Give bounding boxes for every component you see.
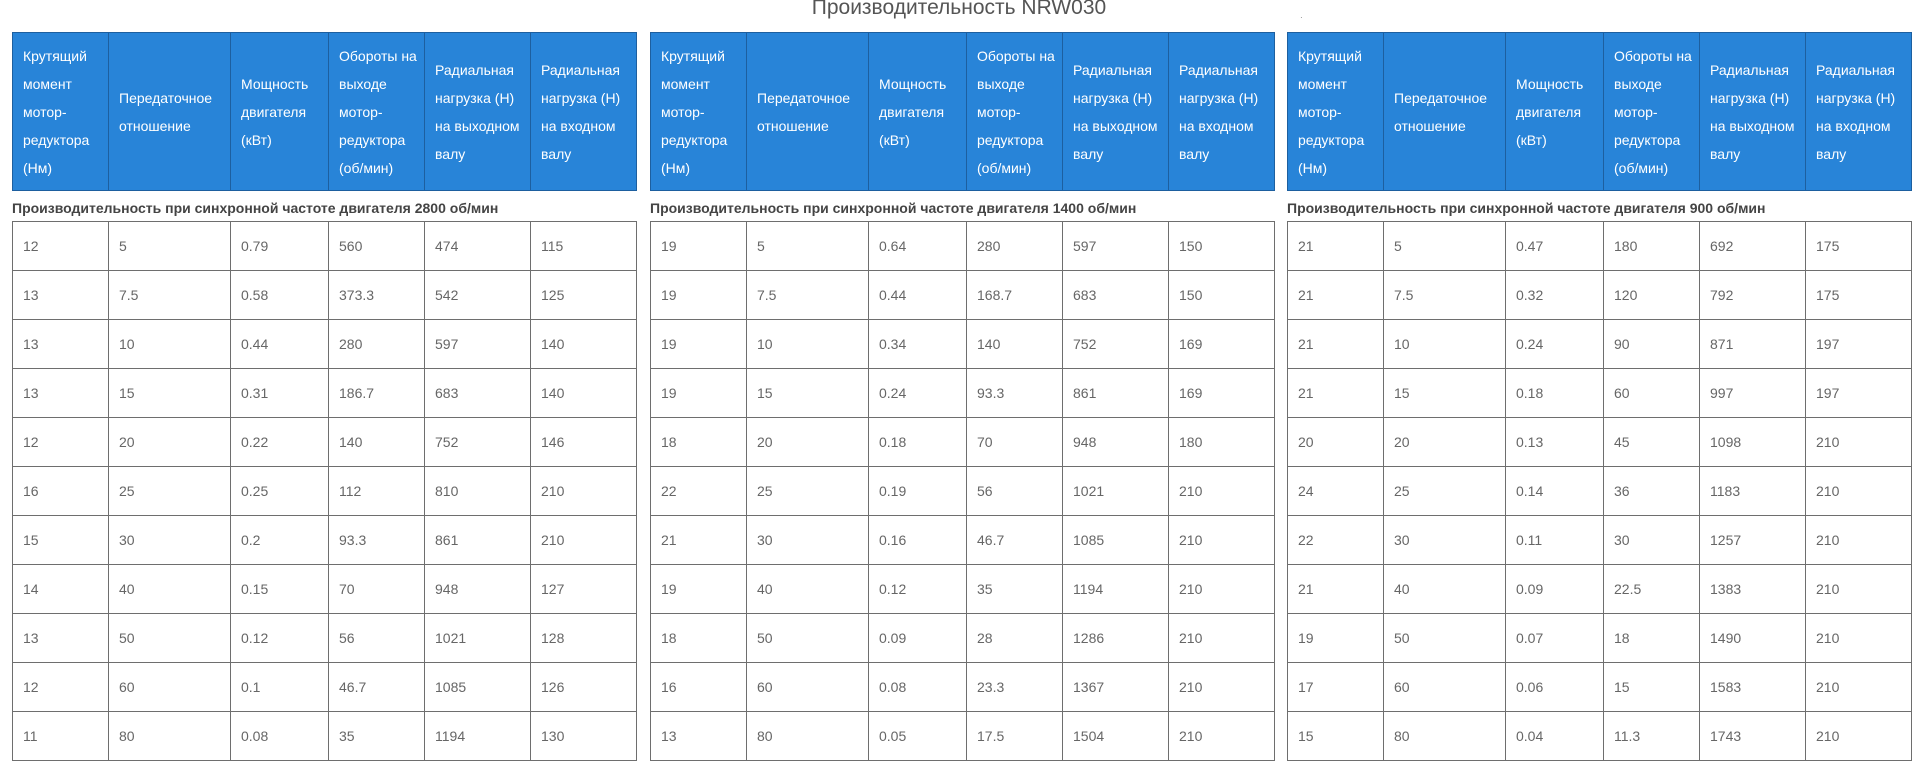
table-cell-torque: 11	[13, 712, 109, 761]
table-cell-radial-load-input: 127	[531, 565, 637, 614]
table-cell-output-speed: 93.3	[967, 369, 1063, 418]
table-row	[13, 467, 637, 516]
table-cell-radial-load-output: 1098	[1700, 418, 1806, 467]
table-cell-radial-load-input: 140	[531, 369, 637, 418]
table-cell-power: 0.25	[231, 467, 329, 516]
table-cell-radial-load-output: 683	[425, 369, 531, 418]
table-cell-radial-load-output: 597	[425, 320, 531, 369]
table-cell-ratio: 15	[747, 369, 869, 418]
table-cell-power: 0.79	[231, 222, 329, 271]
table-row	[651, 271, 1275, 320]
table-cell-output-speed: 120	[1604, 271, 1700, 320]
table-cell-output-speed: 30	[1604, 516, 1700, 565]
table-cell-ratio: 40	[109, 565, 231, 614]
table-row	[1288, 320, 1912, 369]
table-cell-ratio: 7.5	[109, 271, 231, 320]
table-cell-radial-load-output: 474	[425, 222, 531, 271]
table-cell-power: 0.04	[1506, 712, 1604, 761]
table-cell-torque: 12	[13, 418, 109, 467]
table-cell-ratio: 20	[1384, 418, 1506, 467]
table-cell-radial-load-input: 210	[1169, 663, 1275, 712]
table-cell-radial-load-input: 210	[1806, 663, 1912, 712]
column-header-output-speed: Обороты на выходе мотор-редуктора (об/мин)	[329, 33, 425, 191]
table-cell-output-speed: 180	[1604, 222, 1700, 271]
page-title: Производительность NRW030	[811, 0, 1107, 19]
table-cell-radial-load-output: 810	[425, 467, 531, 516]
table-cell-radial-load-output: 1743	[1700, 712, 1806, 761]
performance-block-1400	[650, 32, 1275, 761]
table-cell-output-speed: 46.7	[967, 516, 1063, 565]
table-cell-radial-load-output: 1490	[1700, 614, 1806, 663]
table-cell-radial-load-input: 130	[531, 712, 637, 761]
table-cell-output-speed: 56	[967, 467, 1063, 516]
table-row	[13, 418, 637, 467]
table-cell-radial-load-output: 752	[1063, 320, 1169, 369]
table-cell-radial-load-input: 210	[1169, 712, 1275, 761]
table-cell-radial-load-output: 1021	[1063, 467, 1169, 516]
table-cell-ratio: 20	[747, 418, 869, 467]
table-cell-torque: 12	[13, 663, 109, 712]
column-header-radial-load-output: Радиальная нагрузка (Н) на выходном валу	[425, 33, 531, 191]
table-cell-power: 0.2	[231, 516, 329, 565]
table-cell-power: 0.11	[1506, 516, 1604, 565]
table-cell-radial-load-input: 210	[1169, 516, 1275, 565]
table-cell-radial-load-input: 169	[1169, 369, 1275, 418]
table-cell-radial-load-input: 175	[1806, 222, 1912, 271]
table-cell-torque: 17	[1288, 663, 1384, 712]
page-mark: ·	[1300, 13, 1303, 22]
table-cell-radial-load-input: 210	[531, 516, 637, 565]
table-cell-radial-load-output: 1383	[1700, 565, 1806, 614]
table-cell-torque: 21	[1288, 222, 1384, 271]
table-row	[1288, 516, 1912, 565]
table-cell-ratio: 60	[1384, 663, 1506, 712]
table-cell-output-speed: 35	[329, 712, 425, 761]
table-cell-torque: 13	[13, 369, 109, 418]
table-cell-radial-load-output: 997	[1700, 369, 1806, 418]
table-cell-output-speed: 140	[329, 418, 425, 467]
table-cell-ratio: 5	[109, 222, 231, 271]
header-table	[650, 32, 1275, 191]
table-cell-torque: 12	[13, 222, 109, 271]
table-cell-radial-load-input: 115	[531, 222, 637, 271]
table-cell-ratio: 80	[109, 712, 231, 761]
table-cell-radial-load-input: 210	[1806, 467, 1912, 516]
column-header-ratio: Передаточное отношение	[1384, 33, 1506, 191]
table-cell-power: 0.09	[869, 614, 967, 663]
table-cell-power: 0.24	[1506, 320, 1604, 369]
table-cell-ratio: 50	[747, 614, 869, 663]
table-cell-torque: 21	[1288, 565, 1384, 614]
table-row	[651, 614, 1275, 663]
performance-block-900	[1287, 32, 1912, 761]
table-cell-radial-load-output: 1194	[1063, 565, 1169, 614]
table-cell-radial-load-output: 1194	[425, 712, 531, 761]
table-cell-torque: 19	[651, 369, 747, 418]
column-header-radial-load-input: Радиальная нагрузка (Н) на входном валу	[1806, 33, 1912, 191]
table-cell-output-speed: 28	[967, 614, 1063, 663]
column-header-output-speed: Обороты на выходе мотор-редуктора (об/мин)	[967, 33, 1063, 191]
table-cell-output-speed: 46.7	[329, 663, 425, 712]
table-cell-torque: 13	[13, 320, 109, 369]
table-cell-output-speed: 11.3	[1604, 712, 1700, 761]
table-cell-radial-load-input: 140	[531, 320, 637, 369]
table-cell-power: 0.24	[869, 369, 967, 418]
table-row	[13, 320, 637, 369]
table-cell-ratio: 60	[109, 663, 231, 712]
table-cell-ratio: 30	[747, 516, 869, 565]
table-cell-torque: 22	[1288, 516, 1384, 565]
table-row	[651, 369, 1275, 418]
table-cell-radial-load-output: 1085	[1063, 516, 1169, 565]
table-row	[1288, 222, 1912, 271]
table-row	[1288, 614, 1912, 663]
table-cell-radial-load-input: 210	[531, 467, 637, 516]
table-cell-radial-load-input: 210	[1806, 516, 1912, 565]
column-header-radial-load-input: Радиальная нагрузка (Н) на входном валу	[1169, 33, 1275, 191]
table-cell-radial-load-output: 683	[1063, 271, 1169, 320]
table-cell-radial-load-output: 1504	[1063, 712, 1169, 761]
table-cell-ratio: 25	[109, 467, 231, 516]
table-cell-ratio: 50	[109, 614, 231, 663]
table-cell-torque: 15	[1288, 712, 1384, 761]
table-cell-power: 0.05	[869, 712, 967, 761]
table-row	[651, 418, 1275, 467]
table-cell-ratio: 15	[1384, 369, 1506, 418]
table-cell-radial-load-input: 126	[531, 663, 637, 712]
table-row	[1288, 467, 1912, 516]
table-cell-radial-load-input: 210	[1806, 712, 1912, 761]
column-header-radial-load-input: Радиальная нагрузка (Н) на входном валу	[531, 33, 637, 191]
table-cell-output-speed: 186.7	[329, 369, 425, 418]
column-header-power: Мощность двигателя (кВт)	[1506, 33, 1604, 191]
table-cell-ratio: 10	[747, 320, 869, 369]
table-cell-power: 0.15	[231, 565, 329, 614]
table-cell-radial-load-input: 169	[1169, 320, 1275, 369]
performance-block-2800	[12, 32, 637, 761]
table-cell-torque: 15	[13, 516, 109, 565]
table-cell-output-speed: 373.3	[329, 271, 425, 320]
table-row	[13, 565, 637, 614]
table-cell-radial-load-output: 1183	[1700, 467, 1806, 516]
table-cell-ratio: 7.5	[747, 271, 869, 320]
table-cell-ratio: 25	[747, 467, 869, 516]
column-header-ratio: Передаточное отношение	[109, 33, 231, 191]
table-cell-output-speed: 280	[967, 222, 1063, 271]
table-row	[1288, 712, 1912, 761]
section-label: Производительность при синхронной частоте двигателя 900 об/мин	[1287, 200, 1766, 216]
table-cell-torque: 13	[13, 614, 109, 663]
table-cell-radial-load-output: 597	[1063, 222, 1169, 271]
table-cell-torque: 19	[1288, 614, 1384, 663]
table-row	[13, 516, 637, 565]
table-cell-output-speed: 15	[1604, 663, 1700, 712]
table-cell-output-speed: 45	[1604, 418, 1700, 467]
table-row	[13, 271, 637, 320]
table-cell-radial-load-output: 1583	[1700, 663, 1806, 712]
column-header-radial-load-output: Радиальная нагрузка (Н) на выходном валу	[1063, 33, 1169, 191]
table-cell-ratio: 30	[1384, 516, 1506, 565]
data-table	[1287, 221, 1912, 761]
table-cell-power: 0.18	[869, 418, 967, 467]
table-cell-output-speed: 36	[1604, 467, 1700, 516]
table-cell-radial-load-output: 871	[1700, 320, 1806, 369]
table-cell-ratio: 15	[109, 369, 231, 418]
table-cell-ratio: 25	[1384, 467, 1506, 516]
table-cell-power: 0.44	[869, 271, 967, 320]
table-cell-radial-load-input: 150	[1169, 222, 1275, 271]
table-cell-torque: 16	[13, 467, 109, 516]
table-cell-torque: 21	[1288, 271, 1384, 320]
table-cell-radial-load-input: 210	[1806, 614, 1912, 663]
column-header-power: Мощность двигателя (кВт)	[869, 33, 967, 191]
table-cell-power: 0.18	[1506, 369, 1604, 418]
table-cell-ratio: 40	[747, 565, 869, 614]
table-row	[1288, 418, 1912, 467]
table-cell-radial-load-input: 197	[1806, 320, 1912, 369]
table-cell-power: 0.16	[869, 516, 967, 565]
table-cell-torque: 22	[651, 467, 747, 516]
table-cell-radial-load-input: 210	[1169, 565, 1275, 614]
table-cell-power: 0.1	[231, 663, 329, 712]
header-table	[12, 32, 637, 191]
table-cell-output-speed: 60	[1604, 369, 1700, 418]
table-cell-radial-load-output: 1367	[1063, 663, 1169, 712]
data-table	[12, 221, 637, 761]
table-cell-ratio: 80	[1384, 712, 1506, 761]
table-cell-power: 0.08	[869, 663, 967, 712]
column-header-torque: Крутящий момент мотор-редуктора (Нм)	[13, 33, 109, 191]
table-cell-ratio: 7.5	[1384, 271, 1506, 320]
table-row	[13, 614, 637, 663]
table-row	[651, 467, 1275, 516]
table-cell-power: 0.07	[1506, 614, 1604, 663]
table-row	[13, 712, 637, 761]
table-cell-radial-load-input: 150	[1169, 271, 1275, 320]
table-cell-radial-load-output: 948	[425, 565, 531, 614]
table-cell-radial-load-input: 180	[1169, 418, 1275, 467]
table-cell-torque: 21	[1288, 369, 1384, 418]
table-row	[13, 663, 637, 712]
data-table	[650, 221, 1275, 761]
table-cell-power: 0.47	[1506, 222, 1604, 271]
table-cell-radial-load-input: 175	[1806, 271, 1912, 320]
table-cell-radial-load-output: 792	[1700, 271, 1806, 320]
table-cell-power: 0.12	[869, 565, 967, 614]
table-row	[651, 222, 1275, 271]
table-cell-ratio: 5	[1384, 222, 1506, 271]
table-cell-output-speed: 560	[329, 222, 425, 271]
table-cell-output-speed: 93.3	[329, 516, 425, 565]
table-cell-output-speed: 112	[329, 467, 425, 516]
table-cell-torque: 13	[651, 712, 747, 761]
table-cell-radial-load-output: 1085	[425, 663, 531, 712]
table-row	[13, 222, 637, 271]
table-cell-ratio: 60	[747, 663, 869, 712]
column-header-output-speed: Обороты на выходе мотор-редуктора (об/мин)	[1604, 33, 1700, 191]
table-cell-torque: 18	[651, 614, 747, 663]
table-cell-output-speed: 23.3	[967, 663, 1063, 712]
column-header-torque: Крутящий момент мотор-редуктора (Нм)	[1288, 33, 1384, 191]
table-cell-power: 0.58	[231, 271, 329, 320]
table-cell-radial-load-output: 1257	[1700, 516, 1806, 565]
table-cell-power: 0.19	[869, 467, 967, 516]
table-cell-power: 0.22	[231, 418, 329, 467]
table-cell-radial-load-input: 210	[1806, 418, 1912, 467]
table-cell-radial-load-input: 210	[1169, 467, 1275, 516]
table-cell-radial-load-output: 692	[1700, 222, 1806, 271]
table-cell-radial-load-input: 125	[531, 271, 637, 320]
table-cell-radial-load-input: 210	[1806, 565, 1912, 614]
table-cell-radial-load-input: 128	[531, 614, 637, 663]
table-row	[1288, 663, 1912, 712]
table-cell-power: 0.64	[869, 222, 967, 271]
table-cell-output-speed: 18	[1604, 614, 1700, 663]
table-cell-radial-load-output: 542	[425, 271, 531, 320]
table-cell-power: 0.44	[231, 320, 329, 369]
table-cell-power: 0.12	[231, 614, 329, 663]
table-cell-output-speed: 280	[329, 320, 425, 369]
table-row	[651, 712, 1275, 761]
table-cell-output-speed: 140	[967, 320, 1063, 369]
table-row	[651, 565, 1275, 614]
table-cell-torque: 20	[1288, 418, 1384, 467]
table-cell-radial-load-input: 146	[531, 418, 637, 467]
table-cell-ratio: 50	[1384, 614, 1506, 663]
table-cell-power: 0.08	[231, 712, 329, 761]
table-cell-power: 0.06	[1506, 663, 1604, 712]
section-label: Производительность при синхронной частоте двигателя 2800 об/мин	[12, 200, 499, 216]
table-row	[1288, 271, 1912, 320]
table-row	[1288, 369, 1912, 418]
column-header-ratio: Передаточное отношение	[747, 33, 869, 191]
table-cell-radial-load-output: 861	[425, 516, 531, 565]
table-cell-torque: 19	[651, 271, 747, 320]
table-cell-torque: 24	[1288, 467, 1384, 516]
table-cell-output-speed: 168.7	[967, 271, 1063, 320]
table-cell-radial-load-output: 948	[1063, 418, 1169, 467]
table-cell-ratio: 10	[1384, 320, 1506, 369]
table-cell-ratio: 5	[747, 222, 869, 271]
section-label: Производительность при синхронной частоте двигателя 1400 об/мин	[650, 200, 1137, 216]
table-cell-output-speed: 70	[967, 418, 1063, 467]
table-cell-torque: 19	[651, 320, 747, 369]
table-row	[651, 516, 1275, 565]
column-header-power: Мощность двигателя (кВт)	[231, 33, 329, 191]
table-cell-ratio: 80	[747, 712, 869, 761]
table-cell-radial-load-output: 861	[1063, 369, 1169, 418]
table-cell-output-speed: 56	[329, 614, 425, 663]
table-cell-torque: 19	[651, 222, 747, 271]
table-cell-ratio: 30	[109, 516, 231, 565]
table-cell-output-speed: 90	[1604, 320, 1700, 369]
table-cell-output-speed: 22.5	[1604, 565, 1700, 614]
table-cell-radial-load-output: 1021	[425, 614, 531, 663]
table-cell-output-speed: 70	[329, 565, 425, 614]
table-cell-power: 0.31	[231, 369, 329, 418]
table-cell-radial-load-output: 752	[425, 418, 531, 467]
table-cell-torque: 16	[651, 663, 747, 712]
table-cell-output-speed: 35	[967, 565, 1063, 614]
table-cell-torque: 21	[1288, 320, 1384, 369]
table-cell-torque: 13	[13, 271, 109, 320]
header-table	[1287, 32, 1912, 191]
table-cell-torque: 18	[651, 418, 747, 467]
table-cell-radial-load-input: 197	[1806, 369, 1912, 418]
table-cell-power: 0.13	[1506, 418, 1604, 467]
table-cell-torque: 14	[13, 565, 109, 614]
table-row	[651, 320, 1275, 369]
table-cell-ratio: 10	[109, 320, 231, 369]
table-row	[651, 663, 1275, 712]
table-cell-radial-load-input: 210	[1169, 614, 1275, 663]
table-row	[13, 369, 637, 418]
table-cell-power: 0.34	[869, 320, 967, 369]
table-cell-power: 0.09	[1506, 565, 1604, 614]
table-cell-ratio: 40	[1384, 565, 1506, 614]
column-header-radial-load-output: Радиальная нагрузка (Н) на выходном валу	[1700, 33, 1806, 191]
table-cell-power: 0.32	[1506, 271, 1604, 320]
table-cell-radial-load-output: 1286	[1063, 614, 1169, 663]
table-row	[1288, 565, 1912, 614]
column-header-torque: Крутящий момент мотор-редуктора (Нм)	[651, 33, 747, 191]
table-cell-ratio: 20	[109, 418, 231, 467]
table-cell-output-speed: 17.5	[967, 712, 1063, 761]
table-cell-torque: 19	[651, 565, 747, 614]
table-cell-torque: 21	[651, 516, 747, 565]
table-cell-power: 0.14	[1506, 467, 1604, 516]
